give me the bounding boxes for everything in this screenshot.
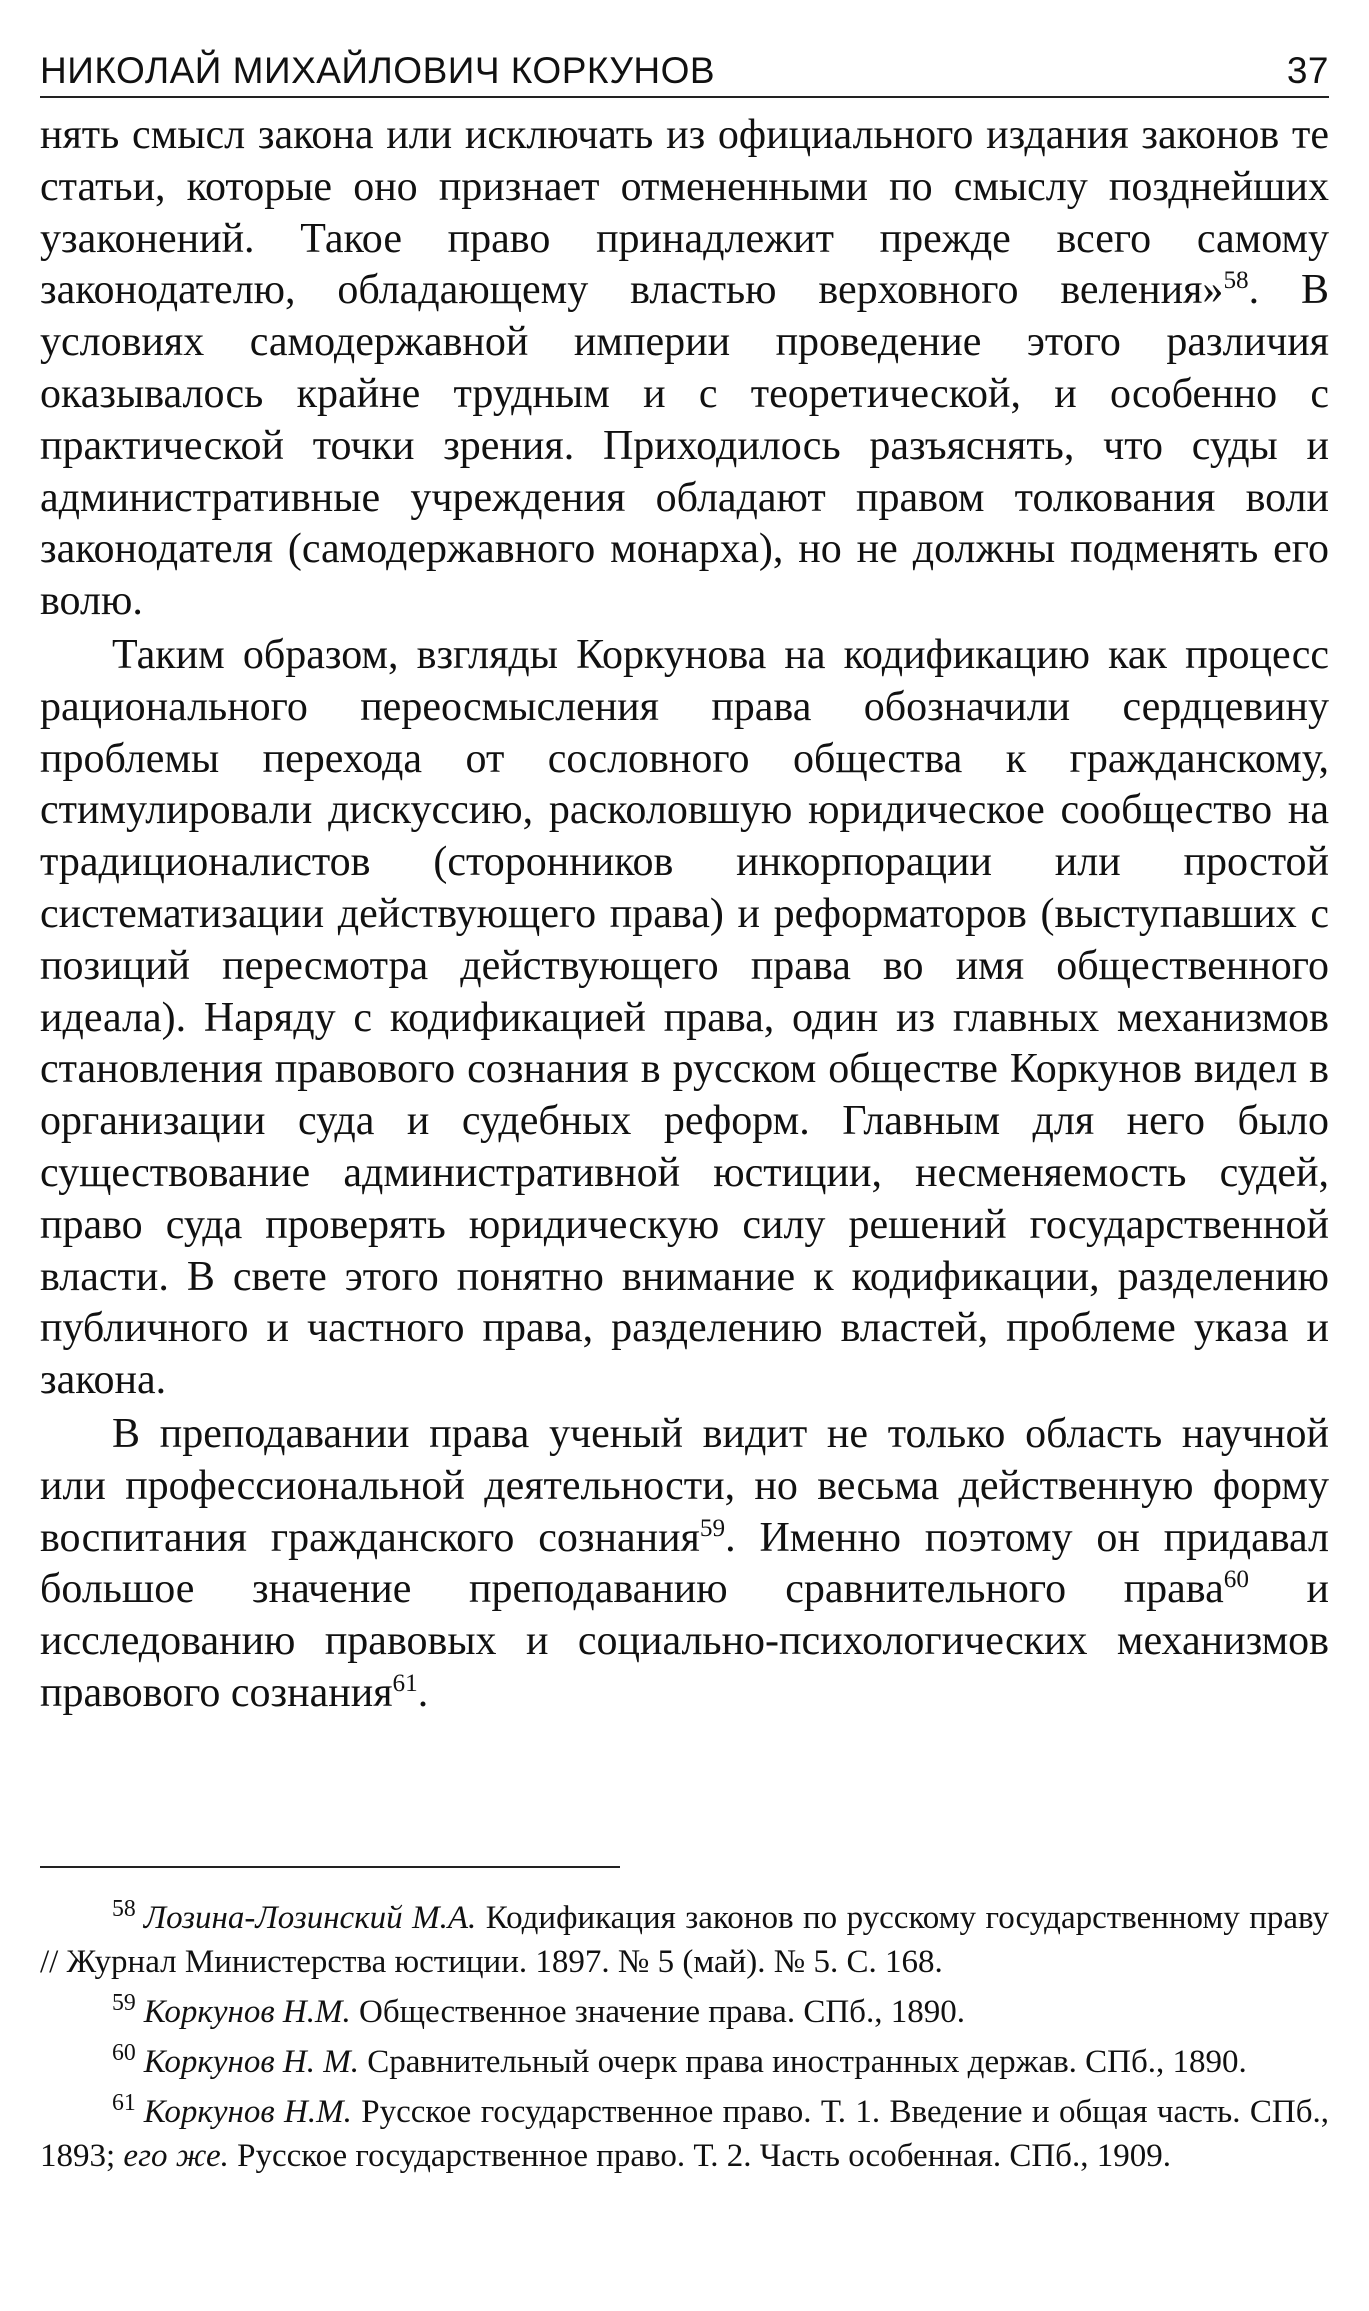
header-divider <box>40 96 1329 98</box>
footnote-58 <box>40 1896 1329 1984</box>
paragraph-3 <box>40 1409 1329 1720</box>
footnote-author: Лозина-Лозинский М.А. <box>143 1900 477 1936</box>
footnote-ref-60: 60 <box>1223 1566 1249 1594</box>
main-text <box>40 110 1329 1720</box>
footnote-60 <box>40 2040 1329 2084</box>
paragraph-1-text-b: . В условиях самодержавной империи проведение этого различия оказывалось крайне трудным и с теоретической, и особенно с практической точки зрения. Приходилось разъяснять, что суды и административные учреждения обладают правом толкования воли законодателя (самодержавного монарха), но не должны подменять его волю. <box>40 267 1329 625</box>
paragraph-3-text-b: . Именно поэтому он придавал большое значение преподаванию сравнительного права <box>40 1514 1329 1613</box>
paragraph-3-text-d: . <box>417 1669 429 1716</box>
paragraph-2: Таким образом, взгляды Коркунова на кодификацию как процесс рационального переосмысления права обозначили сердцевину проблемы перехода от сословного общества к гражданскому, стимулировали дискуссию, расколовшую юридическое сообщество на традиционалистов (сторонников инкорпорации или простой систематизации действующего права) и реформаторов (выступавших с позиций пересмотра действующего права во имя общественного идеала). Наряду с кодификацией права, один из главных механизмов становления правового сознания в русском обществе Коркунов видел в организации суда и судебных реформ. Главным для него было существование административной юстиции, несменяемость судей, право суда проверять юридическую силу решений государственной власти. В свете этого понятно внимание к кодификации, разделению публичного и частного права, разделению властей, проблеме указа и закона. <box>40 631 1329 1404</box>
footnote-author: Коркунов Н.М. <box>143 1994 351 2030</box>
paragraph-3-text-a: В преподавании права ученый видит не только область научной или профессиональной деятельности, но весьма действенную форму воспитания гражданского сознания <box>40 1410 1329 1561</box>
paragraph-3-text-c: и исследованию правовых и социально-психологических механизмов правового сознания <box>40 1566 1329 1716</box>
footnote-number: 58 <box>112 1896 136 1922</box>
footnote-text: Сравнительный очерк права иностранных держав. СПб., 1890. <box>359 2044 1247 2080</box>
paragraph-1 <box>40 110 1329 628</box>
paragraph-1-text-a: нять смысл закона или исключать из официального издания законов те статьи, которые оно признает отмененными по смыслу позднейших узаконений. Такое право принадлежит прежде всего самому законодателю, обладающему властью верховного веления» <box>40 112 1329 314</box>
footnote-author: Коркунов Н.М. <box>143 2094 352 2130</box>
running-title: НИКОЛАЙ МИХАЙЛОВИЧ КОРКУНОВ <box>40 50 716 91</box>
footnote-number: 60 <box>112 2040 136 2066</box>
footnote-text: Кодификация законов по русскому государственному праву // Журнал Министерства юстиции. 1897. № 5 (май). № 5. С. 168. <box>40 1900 1329 1980</box>
footnote-59 <box>40 1990 1329 2034</box>
footnote-divider <box>40 1866 620 1868</box>
running-header <box>40 36 1329 92</box>
footnote-author-ibid: его же. <box>123 2138 229 2174</box>
footnote-author: Коркунов Н. М. <box>143 2044 360 2080</box>
footnote-text-2: Русское государственное право. Т. 2. Часть особенная. СПб., 1909. <box>228 2138 1171 2174</box>
footnote-number: 59 <box>112 1990 136 2016</box>
footnote-ref-61: 61 <box>392 1669 418 1697</box>
page-number: 37 <box>1286 50 1329 91</box>
footnote-ref-59: 59 <box>699 1514 726 1542</box>
footnote-61 <box>40 2090 1329 2178</box>
footnotes <box>40 1896 1329 2184</box>
footnote-number: 61 <box>112 2090 136 2116</box>
footnote-text: Общественное значение права. СПб., 1890. <box>350 1994 965 2030</box>
footnote-text: Русское государственное право. Т. 1. Введение и общая часть. СПб., 1893; <box>40 2094 1329 2174</box>
footnote-ref-58: 58 <box>1223 267 1249 295</box>
